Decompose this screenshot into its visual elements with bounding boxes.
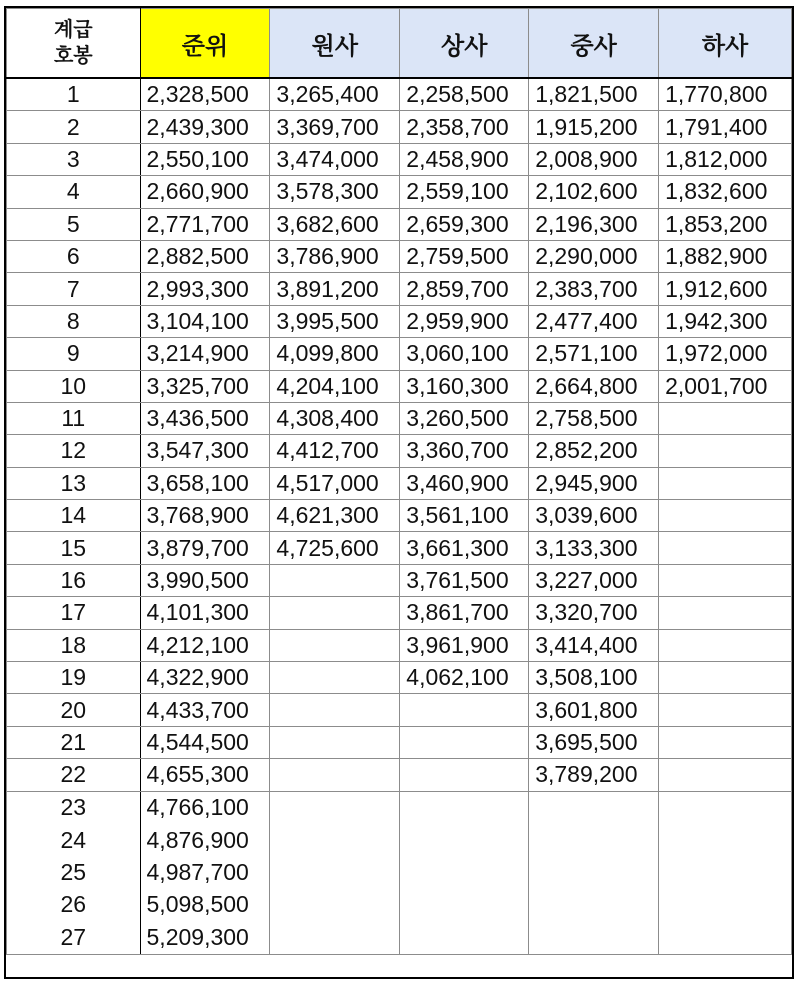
pay-cell bbox=[659, 856, 792, 888]
table-row bbox=[7, 111, 792, 143]
table-row bbox=[7, 370, 792, 402]
pay-cell: 3,320,700 bbox=[529, 597, 659, 629]
pay-cell: 4,062,100 bbox=[400, 662, 529, 694]
pay-table bbox=[6, 8, 792, 955]
pay-cell bbox=[659, 759, 792, 791]
pay-cell: 3,360,700 bbox=[400, 435, 529, 467]
table-body bbox=[7, 78, 792, 954]
pay-cell bbox=[270, 629, 400, 661]
pay-cell: 2,759,500 bbox=[400, 240, 529, 272]
pay-cell: 1,821,500 bbox=[529, 78, 659, 111]
pay-cell bbox=[270, 791, 400, 824]
pay-cell bbox=[270, 597, 400, 629]
pay-cell: 2,008,900 bbox=[529, 143, 659, 175]
pay-cell: 4,621,300 bbox=[270, 500, 400, 532]
header-rank-staff-sergeant: 중사 bbox=[529, 9, 659, 79]
pay-cell bbox=[659, 532, 792, 564]
table-row bbox=[7, 921, 792, 954]
pay-cell: 1,972,000 bbox=[659, 338, 792, 370]
pay-cell bbox=[659, 564, 792, 596]
pay-cell: 3,214,900 bbox=[140, 338, 270, 370]
table-row bbox=[7, 402, 792, 434]
pay-cell: 3,160,300 bbox=[400, 370, 529, 402]
table-row bbox=[7, 662, 792, 694]
step-cell: 22 bbox=[7, 759, 141, 791]
table-row bbox=[7, 564, 792, 596]
pay-cell: 4,544,500 bbox=[140, 726, 270, 758]
pay-table-frame bbox=[4, 6, 794, 979]
pay-cell: 1,912,600 bbox=[659, 273, 792, 305]
table-row bbox=[7, 824, 792, 856]
table-row bbox=[7, 435, 792, 467]
pay-cell: 3,891,200 bbox=[270, 273, 400, 305]
pay-cell: 1,812,000 bbox=[659, 143, 792, 175]
pay-cell: 3,995,500 bbox=[270, 305, 400, 337]
pay-cell: 2,852,200 bbox=[529, 435, 659, 467]
table-row bbox=[7, 532, 792, 564]
pay-cell: 4,725,600 bbox=[270, 532, 400, 564]
pay-cell: 4,517,000 bbox=[270, 467, 400, 499]
pay-cell: 3,561,100 bbox=[400, 500, 529, 532]
step-cell: 25 bbox=[7, 856, 141, 888]
pay-cell: 1,832,600 bbox=[659, 176, 792, 208]
pay-cell bbox=[659, 921, 792, 954]
step-cell: 23 bbox=[7, 791, 141, 824]
pay-cell: 4,204,100 bbox=[270, 370, 400, 402]
pay-cell: 2,571,100 bbox=[529, 338, 659, 370]
pay-cell bbox=[529, 791, 659, 824]
step-cell: 1 bbox=[7, 78, 141, 111]
pay-cell bbox=[659, 889, 792, 921]
pay-cell: 3,260,500 bbox=[400, 402, 529, 434]
step-cell: 10 bbox=[7, 370, 141, 402]
pay-cell: 4,101,300 bbox=[140, 597, 270, 629]
pay-cell: 2,550,100 bbox=[140, 143, 270, 175]
table-row bbox=[7, 759, 792, 791]
table-row bbox=[7, 791, 792, 824]
pay-cell: 3,414,400 bbox=[529, 629, 659, 661]
step-cell: 2 bbox=[7, 111, 141, 143]
pay-cell: 2,758,500 bbox=[529, 402, 659, 434]
pay-cell: 2,945,900 bbox=[529, 467, 659, 499]
pay-cell: 1,882,900 bbox=[659, 240, 792, 272]
pay-cell: 4,766,100 bbox=[140, 791, 270, 824]
pay-cell bbox=[400, 694, 529, 726]
pay-cell: 2,559,100 bbox=[400, 176, 529, 208]
pay-cell bbox=[659, 402, 792, 434]
header-rank-master-sergeant: 원사 bbox=[270, 9, 400, 79]
pay-cell: 2,771,700 bbox=[140, 208, 270, 240]
table-row bbox=[7, 273, 792, 305]
pay-cell: 1,770,800 bbox=[659, 78, 792, 111]
pay-cell: 3,060,100 bbox=[400, 338, 529, 370]
pay-cell: 3,786,900 bbox=[270, 240, 400, 272]
step-cell: 14 bbox=[7, 500, 141, 532]
pay-cell: 5,209,300 bbox=[140, 921, 270, 954]
step-cell: 12 bbox=[7, 435, 141, 467]
step-cell: 3 bbox=[7, 143, 141, 175]
step-cell: 6 bbox=[7, 240, 141, 272]
table-row bbox=[7, 78, 792, 111]
pay-cell: 2,258,500 bbox=[400, 78, 529, 111]
pay-cell bbox=[529, 921, 659, 954]
pay-cell: 2,859,700 bbox=[400, 273, 529, 305]
pay-cell: 3,861,700 bbox=[400, 597, 529, 629]
table-row bbox=[7, 629, 792, 661]
pay-cell bbox=[529, 889, 659, 921]
step-cell: 18 bbox=[7, 629, 141, 661]
pay-cell bbox=[400, 889, 529, 921]
pay-cell: 3,436,500 bbox=[140, 402, 270, 434]
step-cell: 19 bbox=[7, 662, 141, 694]
pay-cell: 3,133,300 bbox=[529, 532, 659, 564]
pay-cell: 3,104,100 bbox=[140, 305, 270, 337]
table-row bbox=[7, 597, 792, 629]
table-row bbox=[7, 208, 792, 240]
step-cell: 16 bbox=[7, 564, 141, 596]
step-cell: 26 bbox=[7, 889, 141, 921]
step-cell: 13 bbox=[7, 467, 141, 499]
pay-cell: 1,915,200 bbox=[529, 111, 659, 143]
pay-cell: 4,212,100 bbox=[140, 629, 270, 661]
table-row bbox=[7, 240, 792, 272]
pay-cell: 4,322,900 bbox=[140, 662, 270, 694]
pay-cell: 3,578,300 bbox=[270, 176, 400, 208]
pay-cell: 3,768,900 bbox=[140, 500, 270, 532]
pay-cell bbox=[270, 856, 400, 888]
pay-cell: 2,328,500 bbox=[140, 78, 270, 111]
pay-cell bbox=[659, 500, 792, 532]
header-rank-warrant-officer: 준위 bbox=[140, 9, 270, 79]
pay-cell: 2,358,700 bbox=[400, 111, 529, 143]
pay-cell: 1,853,200 bbox=[659, 208, 792, 240]
pay-cell bbox=[529, 824, 659, 856]
pay-cell bbox=[400, 921, 529, 954]
pay-cell: 4,308,400 bbox=[270, 402, 400, 434]
pay-cell: 3,601,800 bbox=[529, 694, 659, 726]
pay-cell: 2,882,500 bbox=[140, 240, 270, 272]
pay-cell: 2,664,800 bbox=[529, 370, 659, 402]
pay-cell bbox=[659, 726, 792, 758]
header-rank-sergeant: 하사 bbox=[659, 9, 792, 79]
pay-cell bbox=[270, 726, 400, 758]
pay-cell: 2,001,700 bbox=[659, 370, 792, 402]
pay-cell bbox=[270, 694, 400, 726]
step-cell: 24 bbox=[7, 824, 141, 856]
pay-cell: 2,477,400 bbox=[529, 305, 659, 337]
pay-cell: 3,761,500 bbox=[400, 564, 529, 596]
pay-cell: 3,508,100 bbox=[529, 662, 659, 694]
step-cell: 17 bbox=[7, 597, 141, 629]
pay-cell: 3,658,100 bbox=[140, 467, 270, 499]
pay-cell bbox=[659, 694, 792, 726]
pay-cell: 3,369,700 bbox=[270, 111, 400, 143]
pay-cell bbox=[400, 824, 529, 856]
pay-cell bbox=[270, 921, 400, 954]
pay-cell: 4,433,700 bbox=[140, 694, 270, 726]
pay-cell bbox=[400, 791, 529, 824]
header-rank-label: 계급 bbox=[53, 19, 93, 41]
pay-cell bbox=[400, 856, 529, 888]
table-row bbox=[7, 176, 792, 208]
pay-cell bbox=[270, 824, 400, 856]
pay-cell: 4,099,800 bbox=[270, 338, 400, 370]
pay-cell: 3,460,900 bbox=[400, 467, 529, 499]
step-cell: 15 bbox=[7, 532, 141, 564]
table-row bbox=[7, 467, 792, 499]
pay-cell: 3,682,600 bbox=[270, 208, 400, 240]
pay-cell bbox=[529, 856, 659, 888]
pay-cell: 2,959,900 bbox=[400, 305, 529, 337]
pay-cell bbox=[400, 726, 529, 758]
pay-cell bbox=[659, 629, 792, 661]
pay-cell: 3,789,200 bbox=[529, 759, 659, 791]
header-step-label: 호봉 bbox=[53, 45, 93, 67]
pay-cell bbox=[270, 662, 400, 694]
pay-cell: 4,987,700 bbox=[140, 856, 270, 888]
table-row bbox=[7, 726, 792, 758]
pay-cell: 2,993,300 bbox=[140, 273, 270, 305]
pay-cell bbox=[659, 435, 792, 467]
pay-cell: 1,791,400 bbox=[659, 111, 792, 143]
pay-cell: 3,039,600 bbox=[529, 500, 659, 532]
table-row bbox=[7, 305, 792, 337]
pay-cell bbox=[659, 824, 792, 856]
pay-cell bbox=[270, 889, 400, 921]
table-row bbox=[7, 856, 792, 888]
table-row bbox=[7, 500, 792, 532]
pay-cell: 2,102,600 bbox=[529, 176, 659, 208]
pay-cell: 3,695,500 bbox=[529, 726, 659, 758]
header-rank-sergeant-first-class: 상사 bbox=[400, 9, 529, 79]
pay-cell: 3,879,700 bbox=[140, 532, 270, 564]
pay-cell bbox=[659, 597, 792, 629]
step-cell: 11 bbox=[7, 402, 141, 434]
step-cell: 5 bbox=[7, 208, 141, 240]
pay-cell: 3,325,700 bbox=[140, 370, 270, 402]
pay-cell: 2,196,300 bbox=[529, 208, 659, 240]
pay-cell: 2,660,900 bbox=[140, 176, 270, 208]
pay-cell bbox=[270, 564, 400, 596]
header-corner bbox=[7, 9, 141, 79]
pay-cell: 1,942,300 bbox=[659, 305, 792, 337]
pay-cell: 3,474,000 bbox=[270, 143, 400, 175]
pay-cell bbox=[270, 759, 400, 791]
pay-cell bbox=[400, 759, 529, 791]
pay-cell: 2,383,700 bbox=[529, 273, 659, 305]
pay-cell: 2,290,000 bbox=[529, 240, 659, 272]
pay-cell: 2,439,300 bbox=[140, 111, 270, 143]
step-cell: 21 bbox=[7, 726, 141, 758]
pay-cell: 2,659,300 bbox=[400, 208, 529, 240]
pay-cell: 4,655,300 bbox=[140, 759, 270, 791]
step-cell: 9 bbox=[7, 338, 141, 370]
table-row bbox=[7, 338, 792, 370]
step-cell: 8 bbox=[7, 305, 141, 337]
table-row bbox=[7, 143, 792, 175]
pay-cell: 5,098,500 bbox=[140, 889, 270, 921]
header-row bbox=[7, 9, 792, 79]
pay-cell: 3,961,900 bbox=[400, 629, 529, 661]
table-row bbox=[7, 694, 792, 726]
pay-cell: 3,227,000 bbox=[529, 564, 659, 596]
pay-cell bbox=[659, 791, 792, 824]
step-cell: 27 bbox=[7, 921, 141, 954]
step-cell: 4 bbox=[7, 176, 141, 208]
step-cell: 7 bbox=[7, 273, 141, 305]
pay-cell: 3,661,300 bbox=[400, 532, 529, 564]
pay-cell bbox=[659, 467, 792, 499]
step-cell: 20 bbox=[7, 694, 141, 726]
pay-cell: 2,458,900 bbox=[400, 143, 529, 175]
table-row bbox=[7, 889, 792, 921]
pay-cell: 3,990,500 bbox=[140, 564, 270, 596]
pay-cell bbox=[659, 662, 792, 694]
pay-cell: 4,876,900 bbox=[140, 824, 270, 856]
pay-cell: 3,547,300 bbox=[140, 435, 270, 467]
pay-cell: 4,412,700 bbox=[270, 435, 400, 467]
pay-cell: 3,265,400 bbox=[270, 78, 400, 111]
